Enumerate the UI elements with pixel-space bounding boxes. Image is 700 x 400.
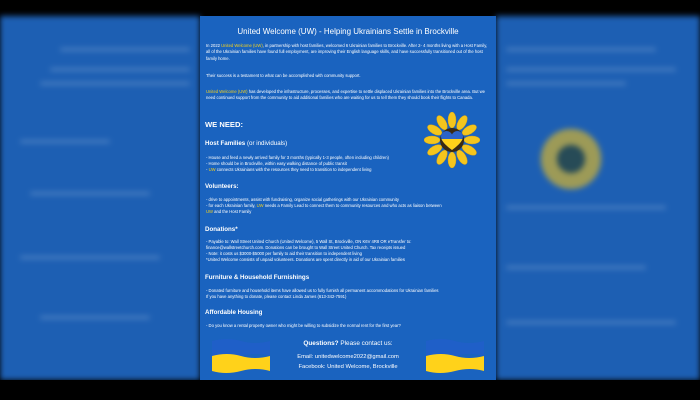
blurred-background-left xyxy=(0,16,200,380)
donations-item: - Note: it costs us $3000-$5000 per family to aid their transition to independent living xyxy=(206,251,362,256)
contact-facebook: Facebook: United Welcome, Brockville xyxy=(298,364,398,370)
volunteers-item: - drive to appointments, assist with fundraising, organize social gatherings with our Ukrainian community xyxy=(206,197,399,202)
furniture-heading: Furniture & Household Furnishings xyxy=(205,274,310,281)
contact-email: Email: unitedwelcome2022@gmail.com xyxy=(297,354,399,360)
poster-title: United Welcome (UW) - Helping Ukrainians Settle in Brockville xyxy=(237,27,459,36)
donations-heading: Donations* xyxy=(205,226,238,233)
contact-question: Questions? Please contact us: xyxy=(303,340,393,347)
furniture-item: If you have anything to donate, please contact Linda James (613-342-7591) xyxy=(206,294,347,299)
blurred-background-right xyxy=(496,16,700,380)
donations-footnote: *United Welcome consists of unpaid volunteers. Donations are spent directly in aid of our Ukrainian families xyxy=(206,257,405,262)
housing-heading: Affordable Housing xyxy=(205,309,263,316)
host-families-item: - Home should be in Brockville, within easy walking distance of public transit xyxy=(206,161,347,166)
intro-paragraph-3: United Welcome (UW) has developed the infrastructure, processes, and expertise to settle displaced Ukrainian families into the Brockville area. But we need continued support from the community to aid additional families who are waiting for us to tell them they should book their flights to Canada. xyxy=(206,89,485,101)
host-families-item: - UW connects Ukrainians with the resources they need to transition to independent living xyxy=(206,167,372,172)
furniture-item: - Donated furniture and household items have allowed us to fully furnish all permanent accommodations for Ukrainian families xyxy=(206,288,439,293)
ukraine-flag-left-icon xyxy=(212,338,270,374)
intro-paragraph-1: In 2022 United Welcome (UW), in partnership with host families, welcomed 6 Ukrainian families to Brockville. After 2- 4 months living with a Host Family, all of the Ukrainian families have found full employment, are improving their English language skills, and have successfully transitioned out of the host family home. xyxy=(206,43,488,61)
we-need-heading: WE NEED: xyxy=(205,120,243,129)
host-families-heading: Host Families (or individuals) xyxy=(205,140,288,147)
poster xyxy=(200,16,496,380)
volunteers-heading: Volunteers: xyxy=(205,183,239,190)
housing-item: - Do you know a rental property owner who might be willing to subsidize the normal rent for the first year? xyxy=(206,323,401,328)
letterbox-bottom xyxy=(0,380,700,400)
donations-item: finance@wallstreetchurch.com. Donations can be brought to Wall Street United Church. Tax receipts issued xyxy=(206,245,406,250)
intro-paragraph-2: Their success is a testament to what can be accomplished with community support. xyxy=(206,73,361,78)
ukraine-flag-right-icon xyxy=(426,338,484,374)
volunteers-item: - for each Ukrainian family, UW needs a Family Lead to connect them to community resources and who acts as liaison between xyxy=(206,203,442,208)
donations-item: - Payable to: Wall Street United Church (United Welcome), 5 Wall St, Brockville, ON K6V 4R8 OR eTransfer to: xyxy=(206,239,412,244)
letterbox-top xyxy=(0,0,700,16)
host-families-item: - House and feed a newly arrived family for 3 months (typically 1-3 people, often including children) xyxy=(206,155,389,160)
volunteers-item: UW and the Host Family xyxy=(206,209,252,214)
